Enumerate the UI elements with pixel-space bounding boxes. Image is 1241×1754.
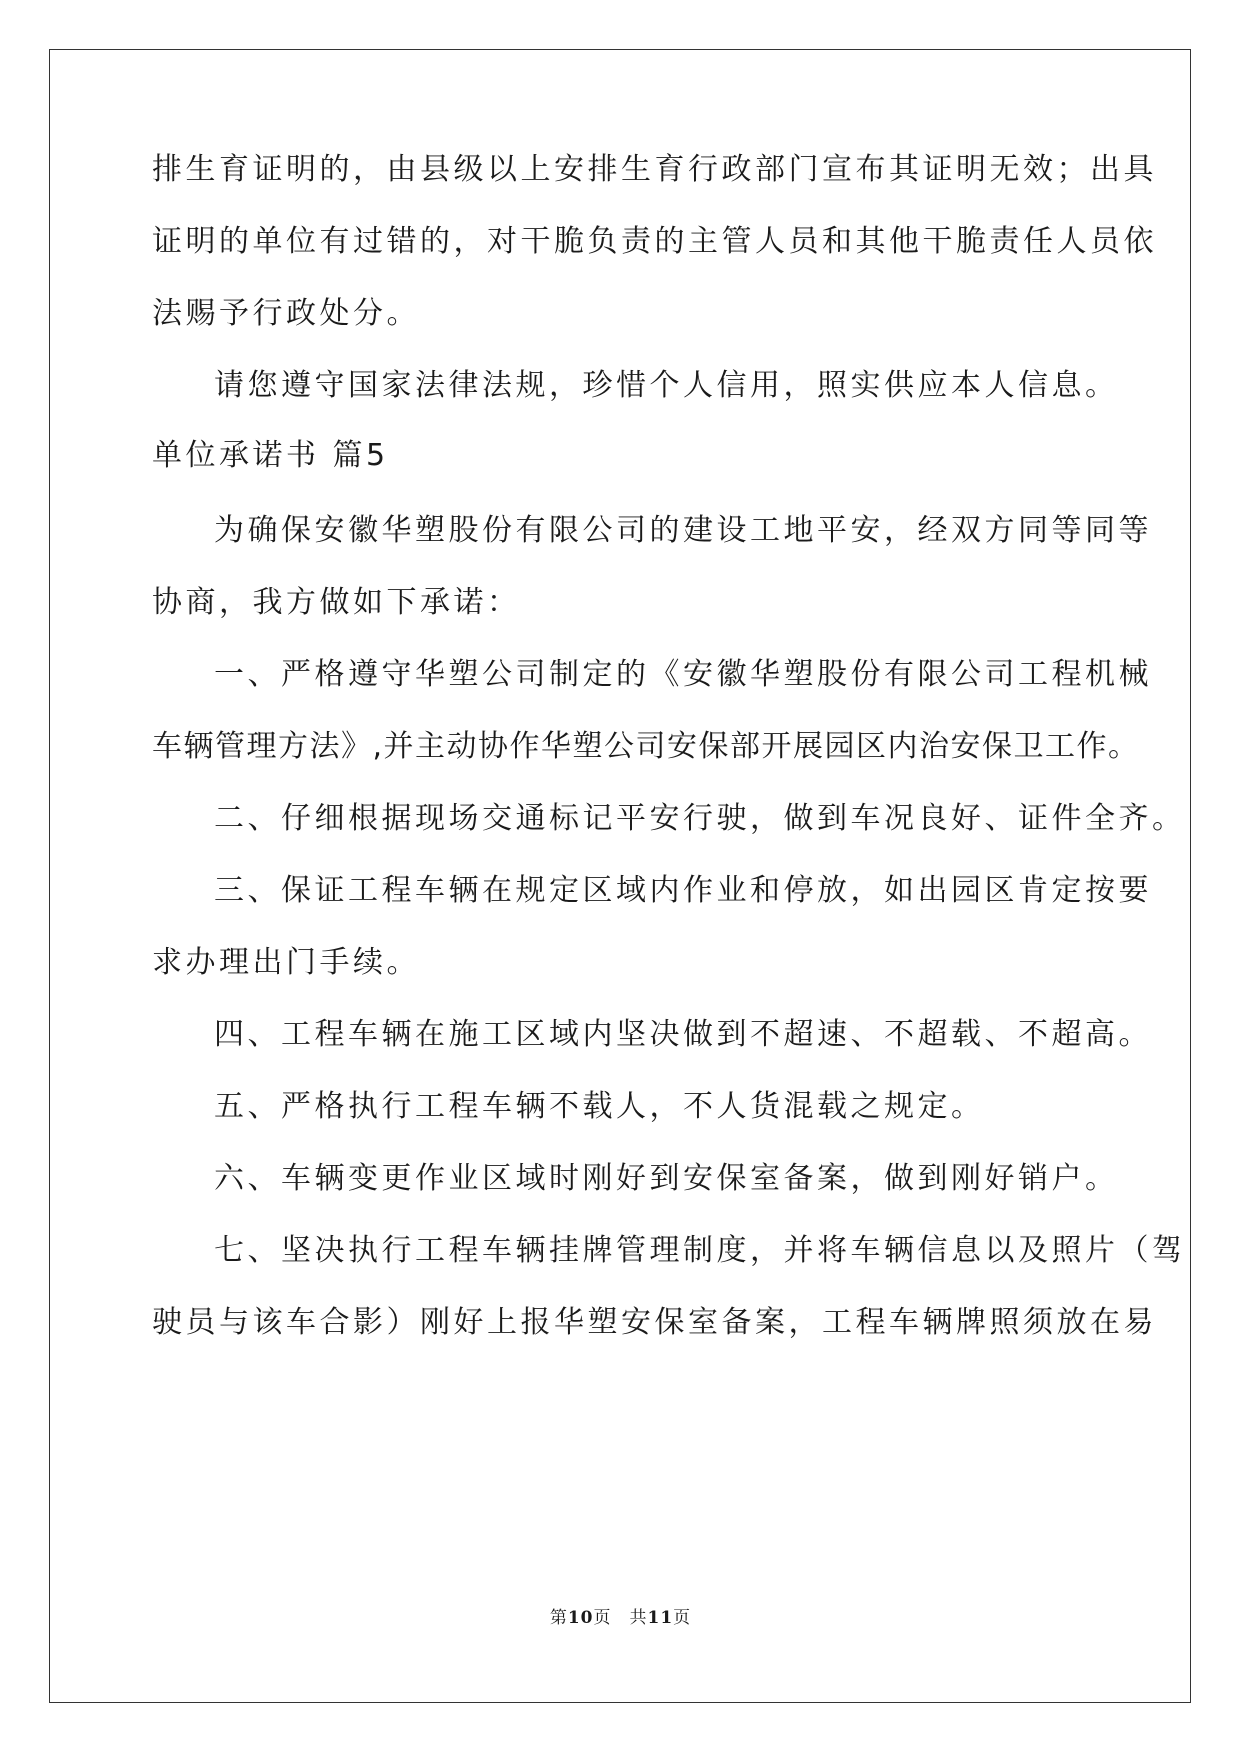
paragraph-line: 求办理出门手续。 (152, 945, 420, 980)
paragraph-line: 六、车辆变更作业区域时刚好到安保室备案，做到刚好销户。 (214, 1161, 1119, 1196)
paragraph-line: 排生育证明的，由县级以上安排生育行政部门宣布其证明无效；出具 (152, 152, 1157, 187)
paragraph-line: 请您遵守国家法律法规，珍惜个人信用，照实供应本人信息。 (214, 368, 1119, 403)
footer-total-suffix: 页 (673, 1608, 692, 1628)
paragraph-line: 一、严格遵守华塑公司制定的《安徽华塑股份有限公司工程机械 (214, 657, 1152, 692)
paragraph-line: 为确保安徽华塑股份有限公司的建设工地平安，经双方同等同等 (214, 513, 1152, 548)
footer-page-prefix: 第 (549, 1608, 568, 1628)
paragraph-line: 五、严格执行工程车辆不载人，不人货混载之规定。 (214, 1089, 985, 1124)
paragraph-line: 驶员与该车合影）刚好上报华塑安保室备案，工程车辆牌照须放在易 (152, 1305, 1157, 1340)
paragraph-line: 四、工程车辆在施工区域内坚决做到不超速、不超载、不超高。 (214, 1017, 1152, 1052)
paragraph-line: 三、保证工程车辆在规定区域内作业和停放，如出园区肯定按要 (214, 873, 1152, 908)
footer-total-number: 11 (647, 1608, 674, 1628)
paragraph-line: 车辆管理方法》,并主动协作华塑公司安保部开展园区内治安保卫工作。 (152, 729, 1140, 764)
footer-total-prefix: 共 (629, 1608, 648, 1628)
paragraph-line: 证明的单位有过错的，对干脆负责的主管人员和其他干脆责任人员依 (152, 224, 1157, 259)
paragraph-line: 七、坚决执行工程车辆挂牌管理制度，并将车辆信息以及照片（驾 (214, 1233, 1186, 1268)
footer-page-number: 10 (567, 1608, 594, 1628)
footer-page-suffix: 页 (593, 1608, 612, 1628)
paragraph-line: 法赐予行政处分。 (152, 296, 420, 331)
section-heading: 单位承诺书 篇5 (152, 438, 389, 473)
paragraph-line: 协商，我方做如下承诺： (152, 585, 521, 620)
page-footer (0, 1606, 1241, 1630)
paragraph-line: 二、仔细根据现场交通标记平安行驶，做到车况良好、证件全齐。 (214, 801, 1186, 836)
